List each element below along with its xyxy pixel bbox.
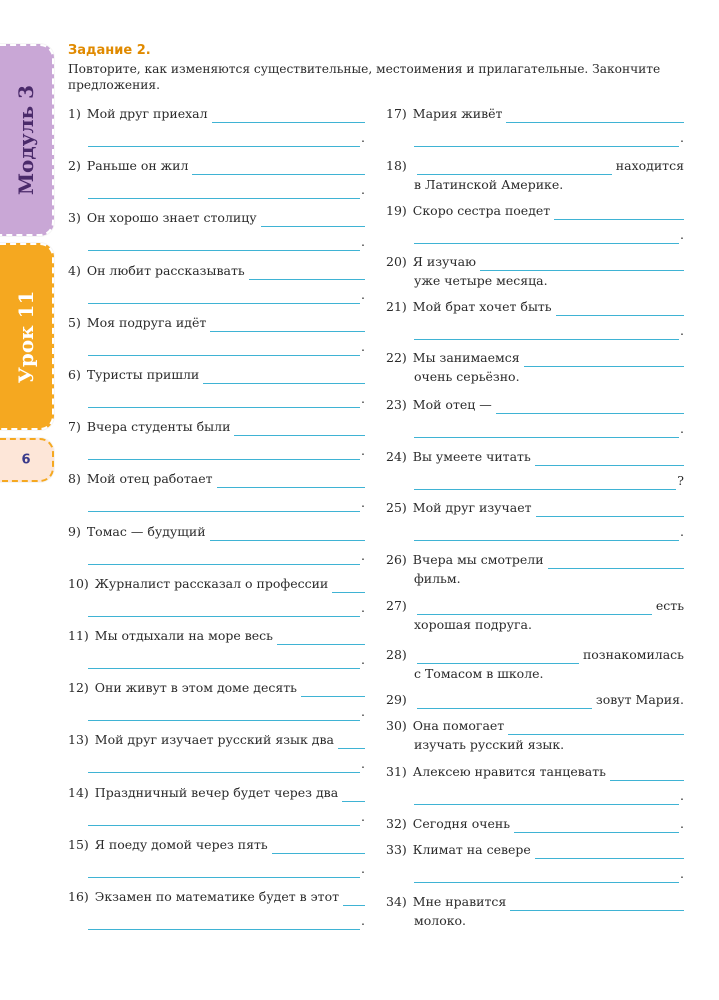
answer-field[interactable] bbox=[88, 865, 360, 878]
answer-field[interactable] bbox=[524, 354, 684, 367]
answer-field[interactable] bbox=[88, 760, 360, 773]
answer-field[interactable] bbox=[535, 846, 684, 859]
answer-field[interactable] bbox=[556, 303, 684, 316]
answer-field[interactable] bbox=[212, 110, 365, 123]
question-4: 4) Он любит рассказывать . bbox=[68, 263, 365, 302]
answer-field[interactable] bbox=[272, 841, 365, 854]
answer-field[interactable] bbox=[417, 651, 579, 664]
task-title: Задание 2. bbox=[68, 43, 151, 58]
answer-field[interactable] bbox=[342, 789, 365, 802]
answer-field[interactable] bbox=[88, 499, 360, 512]
answer-field[interactable] bbox=[210, 319, 365, 332]
answer-field[interactable] bbox=[277, 632, 365, 645]
question-1: 1) Мой друг приехал . bbox=[68, 106, 365, 145]
module-tab[interactable] bbox=[0, 44, 54, 236]
answer-field[interactable] bbox=[217, 475, 365, 488]
answer-field[interactable] bbox=[301, 684, 365, 697]
question-33: 33) Климат на севере . bbox=[386, 842, 684, 881]
answer-field[interactable] bbox=[88, 134, 360, 147]
answer-field[interactable] bbox=[88, 917, 360, 930]
answer-field[interactable] bbox=[480, 258, 684, 271]
answer-field[interactable] bbox=[414, 870, 679, 883]
question-17: 17) Мария живёт . bbox=[386, 106, 684, 145]
answer-field[interactable] bbox=[88, 656, 360, 669]
answer-field[interactable] bbox=[414, 477, 676, 490]
answer-field[interactable] bbox=[234, 423, 365, 436]
answer-field[interactable] bbox=[417, 162, 612, 175]
answer-field[interactable] bbox=[514, 820, 679, 833]
question-10: 10) Журналист рассказал о профессии . bbox=[68, 576, 365, 615]
answer-field[interactable] bbox=[88, 552, 360, 565]
answer-field[interactable] bbox=[88, 291, 360, 304]
question-25: 25) Мой друг изучает . bbox=[386, 500, 684, 539]
question-32: 32) Сегодня очень . bbox=[386, 816, 684, 831]
lesson-tab-label: Урок 11 bbox=[14, 290, 38, 383]
question-24: 24) Вы умеете читать ? bbox=[386, 449, 684, 488]
question-8: 8) Мой отец работает . bbox=[68, 471, 365, 510]
answer-field[interactable] bbox=[508, 722, 684, 735]
question-15: 15) Я поеду домой через пять . bbox=[68, 837, 365, 876]
answer-field[interactable] bbox=[332, 580, 365, 593]
answer-field[interactable] bbox=[496, 401, 684, 414]
module-tab-label: Модуль 3 bbox=[14, 84, 38, 196]
question-30: 30) Она помогает изучать русский язык. bbox=[386, 717, 684, 753]
answer-field[interactable] bbox=[192, 162, 365, 175]
question-2: 2) Раньше он жил . bbox=[68, 158, 365, 197]
answer-field[interactable] bbox=[338, 736, 365, 749]
question-22: 22) Мы занимаемся очень серьёзно. bbox=[386, 349, 684, 385]
answer-field[interactable] bbox=[417, 602, 652, 615]
answer-field[interactable] bbox=[88, 186, 360, 199]
answer-field[interactable] bbox=[548, 556, 684, 569]
answer-field[interactable] bbox=[261, 214, 365, 227]
answer-field[interactable] bbox=[203, 371, 365, 384]
answer-field[interactable] bbox=[88, 238, 360, 251]
answer-field[interactable] bbox=[414, 528, 679, 541]
question-27: 27) есть хорошая подруга. bbox=[386, 598, 684, 632]
page-number: 6 bbox=[21, 452, 31, 468]
answer-field[interactable] bbox=[88, 604, 360, 617]
answer-field[interactable] bbox=[210, 528, 365, 541]
answer-field[interactable] bbox=[535, 453, 684, 466]
question-34: 34) Мне нравится молоко. bbox=[386, 893, 684, 929]
question-21: 21) Мой брат хочет быть . bbox=[386, 299, 684, 338]
answer-field[interactable] bbox=[414, 134, 679, 147]
answer-field[interactable] bbox=[506, 110, 684, 123]
question-12: 12) Они живут в этом доме десять . bbox=[68, 680, 365, 719]
answer-field[interactable] bbox=[414, 231, 679, 244]
question-20: 20) Я изучаю уже четыре месяца. bbox=[386, 253, 684, 289]
answer-field[interactable] bbox=[88, 813, 360, 826]
question-29: 29) зовут Мария. bbox=[386, 692, 684, 707]
lesson-tab[interactable] bbox=[0, 243, 54, 430]
question-13: 13) Мой друг изучает русский язык два . bbox=[68, 732, 365, 771]
question-26: 26) Вчера мы смотрели фильм. bbox=[386, 551, 684, 587]
answer-field[interactable] bbox=[414, 425, 679, 438]
answer-field[interactable] bbox=[88, 708, 360, 721]
page-number-tab bbox=[0, 438, 54, 482]
question-9: 9) Томас — будущий . bbox=[68, 524, 365, 563]
answer-field[interactable] bbox=[510, 898, 684, 911]
answer-field[interactable] bbox=[343, 893, 365, 906]
question-7: 7) Вчера студенты были . bbox=[68, 419, 365, 458]
answer-field[interactable] bbox=[249, 267, 365, 280]
question-19: 19) Скоро сестра поедет . bbox=[386, 203, 684, 242]
question-11: 11) Мы отдыхали на море весь . bbox=[68, 628, 365, 667]
question-5: 5) Моя подруга идёт . bbox=[68, 315, 365, 354]
question-31: 31) Алексею нравится танцевать . bbox=[386, 764, 684, 803]
question-3: 3) Он хорошо знает столицу . bbox=[68, 210, 365, 249]
answer-field[interactable] bbox=[610, 768, 684, 781]
question-23: 23) Мой отец — . bbox=[386, 397, 684, 436]
question-6: 6) Туристы пришли . bbox=[68, 367, 365, 406]
answer-field[interactable] bbox=[88, 343, 360, 356]
question-28: 28) познакомилась с Томасом в школе. bbox=[386, 647, 684, 681]
question-16: 16) Экзамен по математике будет в этот . bbox=[68, 889, 365, 928]
answer-field[interactable] bbox=[414, 792, 679, 805]
answer-field[interactable] bbox=[536, 504, 684, 517]
answer-field[interactable] bbox=[88, 447, 360, 460]
answer-field[interactable] bbox=[417, 696, 592, 709]
question-14: 14) Праздничный вечер будет через два . bbox=[68, 785, 365, 824]
answer-field[interactable] bbox=[554, 207, 684, 220]
question-18: 18) находится в Латинской Америке. bbox=[386, 158, 684, 192]
task-instruction: Повторите, как изменяются существительные, местоимения и прилагательные. Закончите предложения. bbox=[68, 62, 661, 92]
answer-field[interactable] bbox=[88, 395, 360, 408]
answer-field[interactable] bbox=[414, 327, 679, 340]
